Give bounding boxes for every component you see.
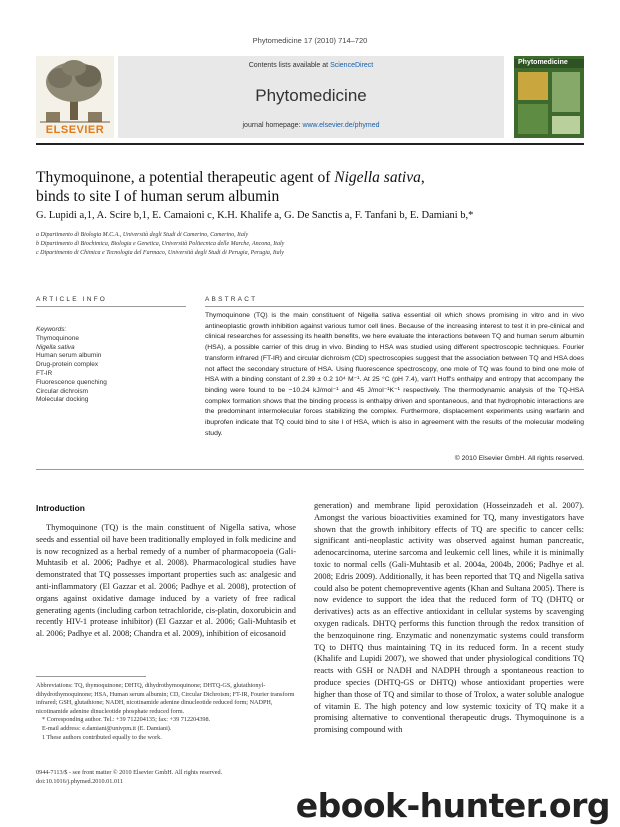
header-rule xyxy=(36,143,584,145)
article-info-rule xyxy=(36,306,186,307)
keyword: Drug-protein complex xyxy=(36,361,99,369)
title-part-1: Thymoquinone, a potential therapeutic agent of xyxy=(36,169,335,186)
journal-title: Phytomedicine xyxy=(255,86,367,105)
abstract-heading: ABSTRACT xyxy=(205,296,258,303)
abstract-text: Thymoquinone (TQ) is the main constituent of Nigella sativa essential oil which shows promising in vitro and in vivo antineoplastic growth inhibition against various tumor cell lines. Because of the increasing interest to test it in pre-clinical and clinical researches for assessing its health benefits, we here evaluate the interactions between TQ and human serum albumin (HSA), a possible carrier of this drug in vivo. Binding to HSA was studied using different spectroscopic techniques. Fourier transform infrared (FT-IR) and circular dichroism (CD) spectroscopies suggest that the association between TQ and HSA does not affect the secondary structure of HSA. Using fluorescence spectroscopy, one mole of TQ was found to bind one mole of HSA with a binding constant of 2.39 ± 0.2 10⁴ M⁻¹. At 25 °C (pH 7.4), van't Hoff's enthalpy and entropy that accompany the binding were found to be −10.24 kJ/mol⁻¹ and 45 J/mol⁻¹K⁻¹ respectively. The thermodynamic analysis of the TQ-HSA complex formation shows that the binding process is enthalpy driven and spontaneous, and that hydrophobic interactions are the predominant intermolecular forces stabilizing the complex. Furthermore, displacement experiments using warfarin and ibuprofen indicate that TQ could bind to site I of HSA, which is also in agreement with the results of the molecular modeling study. xyxy=(205,312,584,437)
contents-prefix: Contents lists available at xyxy=(248,62,331,69)
equal-contribution-footnote: 1 These authors contributed equally to the work. xyxy=(42,733,162,741)
article-title xyxy=(36,168,584,206)
keyword: Circular dichroism xyxy=(36,387,89,395)
affiliation-a: a Dipartimento di Biologia M.C.A., Università degli Studi di Camerino, Camerino, Italy xyxy=(36,232,249,238)
homepage-prefix: journal homepage: xyxy=(242,122,303,129)
abstract-bottom-rule xyxy=(36,469,584,470)
bottom-metadata xyxy=(36,769,296,786)
abstract-copyright: © 2010 Elsevier GmbH. All rights reserved. xyxy=(454,455,584,462)
introduction-heading: Introduction xyxy=(36,503,85,513)
journal-banner xyxy=(118,56,504,138)
elsevier-logo xyxy=(36,56,114,138)
cover-title: Phytomedicine xyxy=(518,59,568,66)
journal-cover-image xyxy=(514,56,584,138)
affiliation-c: c Dipartimento di Chimica e Tecnologia del Farmaco, Università degli Studi di Perugia, Perugia, Italy xyxy=(36,250,284,256)
journal-citation: Phytomedicine 17 (2010) 714–720 xyxy=(252,36,368,45)
homepage-link[interactable]: www.elsevier.de/phymed xyxy=(302,122,380,129)
footnote-rule xyxy=(36,676,146,677)
keyword: Nigella sativa xyxy=(36,343,75,351)
sciencedirect-link[interactable]: ScienceDirect xyxy=(330,62,374,69)
keyword: Fluorescence quenching xyxy=(36,378,107,386)
issn-line: 0944-7113/$ - see front matter © 2010 Elsevier GmbH. All rights reserved. xyxy=(36,769,223,776)
introduction-right-column: generation) and membrane lipid peroxidation (Hosseinzadeh et al. 2007). Amongst the various bioactivities examined for TQ, many investigators have shown that the growth inhibitory effects of TQ are specific to cancer cells: significant anti-neoplastic activity was observed against human pancreatic, adenocarcinoma, uterine sarcoma and leukemic cell lines, while it is minimally toxic to normal cells (Gali-Muhtasib et al. 2004a, 2004b, 2006; Padhye et al. 2008; Edris 2009). Additionally, it has been reported that TQ and Nigella sativa could also be potent chemopreventive agents (Khan and Sultana 2005). There is now evidence to support the idea that the reduced form of TQ (DHTQ or derivatives) acts as an effective antioxidant in cellular systems by scavenging oxygen radicals. DHTQ performs this function through the redox transition of the benzoquinone ring. Enzymatic and nonenzymatic systems could transform TQ to DHTQ thus maintaining TQ in its reduced form. In a recent study (Khalife and Lupidi 2007), we showed that under physiological conditions TQ reacts with GSH or NADH and NADPH through a spontaneous reaction to produce species (DHTQ-GS or DHTQ) whose antioxidant properties were higher than those of TQ and similar to those of Trolox, a water soluble analogue of vitamin E. The high potency and low systemic toxicity of TQ make it a promising alternative to conventional therapeutic drugs. Thymoquinone is a promising compound with xyxy=(314,501,584,735)
title-italic: Nigella sativa xyxy=(334,169,421,186)
title-line-2: binds to site I of human serum albumin xyxy=(36,188,280,205)
abbreviations-footnote: Abbreviations: TQ, thymoquinone; DHTQ, dihydrothymoquinone; DHTQ-GS, glutathionyl-dihydrothymoquinone; HSA, Human serum albumin; CD, Circular Dichroism; FT-IR, Fourier transform infrared; GSH, glutathione; NADH, nicotinamide adenine dinucleotide reduced form; NADPH, nicotinamide adenine dinucleotide phosphate reduced form. xyxy=(36,682,295,715)
introduction-left-column: Thymoquinone (TQ) is the main constituent of Nigella sativa, whose seeds and essential oil have been traditionally employed in folk medicine and is now recognized as a herbal remedy of a number of pharmacopoeia (Gali-Muhtasib et al. 2006; Padhye et al. 2008). Pharmacological studies have demonstrated that TQ possesses important properties such as: analgesic and anti-inflammatory (El Gazzar et al. 2006; Padhye et al. 2008), protection of organs against oxidative damage induced by a variety of free radical generating agents (including carbon tetrachloride, cis-platin, doxorubicin and recently HIV-1 protease inhibitor) (El Gazzar et al. 2006; Gali-Muhtasib et al. 2006; Padhye et al. 2008; Chandra et al. 2009), inhibition of eicosanoid xyxy=(36,523,296,639)
keyword: FT-IR xyxy=(36,369,53,377)
keywords-label: Keywords: xyxy=(36,326,67,333)
keyword: Human serum albumin xyxy=(36,352,102,360)
article-info-heading: ARTICLE INFO xyxy=(36,296,108,303)
keyword: Thymoquinone xyxy=(36,334,79,342)
keyword: Molecular docking xyxy=(36,396,89,404)
doi-line: doi:10.1016/j.phymed.2010.01.011 xyxy=(36,777,123,785)
title-part-2: , xyxy=(420,169,425,186)
journal-homepage xyxy=(118,122,504,129)
watermark: ebook-hunter.org xyxy=(295,786,610,825)
footnotes-block xyxy=(36,682,296,742)
elsevier-wordmark: ELSEVIER xyxy=(45,124,105,136)
email-footnote: E-mail address: e.damiani@univpm.it (E. Damiani). xyxy=(42,724,172,732)
affiliation-b: b Dipartimento di Biochimica, Biologia e Genetica, Università Politecnica delle Marche, Ancona, Italy xyxy=(36,241,285,247)
author-list: G. Lupidi a,1, A. Scire b,1, E. Camaioni c, K.H. Khalife a, G. De Sanctis a, F. Tanfani b, E. Damiani b,* xyxy=(36,210,474,221)
contents-line xyxy=(118,62,504,69)
keywords-block xyxy=(36,326,166,405)
corresponding-footnote: * Corresponding author. Tel.: +39 712204135; fax: +39 712204398. xyxy=(42,716,211,724)
abstract-rule xyxy=(205,306,584,307)
